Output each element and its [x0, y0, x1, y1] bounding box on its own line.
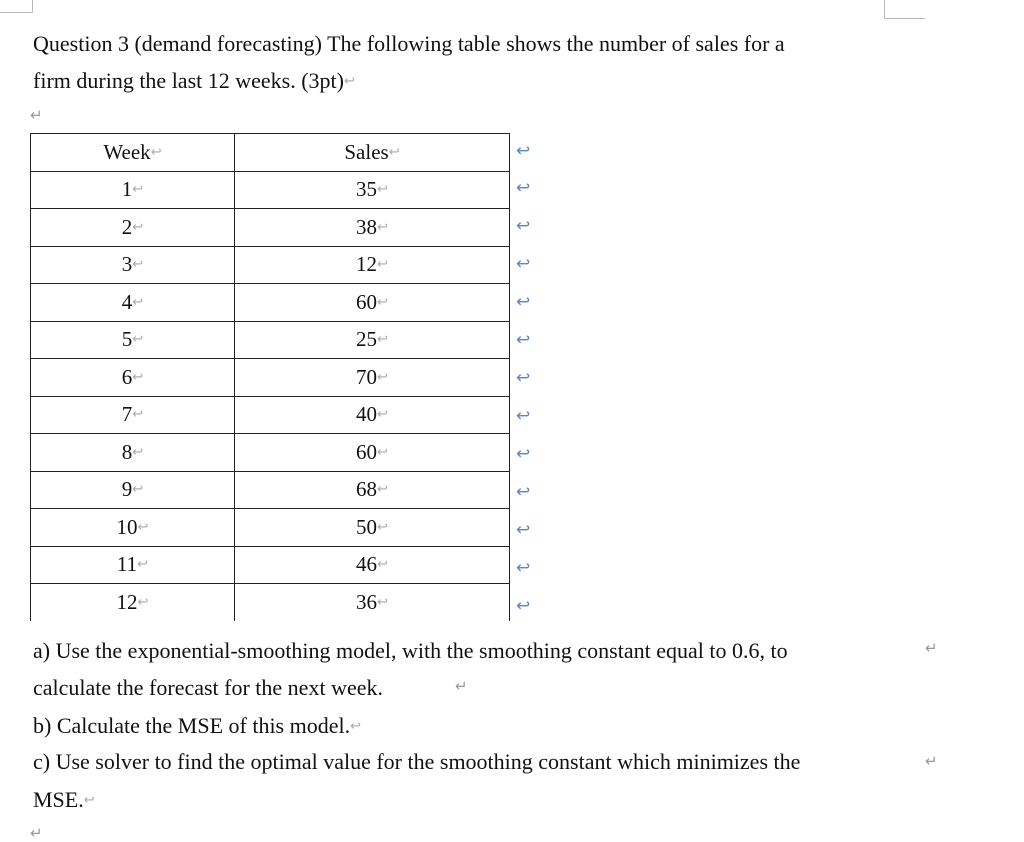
sales-value: 60: [356, 289, 378, 314]
row-end-mark-icon: ↩: [516, 216, 531, 236]
part-a-line-1: [33, 640, 788, 662]
part-c-text-1: c) Use solver to find the optimal value for the smoothing constant which minimizes the: [33, 749, 801, 774]
week-cell: [31, 209, 235, 247]
sales-header: Sales: [344, 139, 389, 164]
week-value: 7: [121, 402, 133, 427]
part-a-text-1: a) Use the exponential-smoothing model, with the smoothing constant equal to 0.6, to: [33, 638, 788, 663]
sales-value: 35: [356, 177, 378, 202]
cell-mark-icon: ↩: [377, 369, 388, 385]
table-row: [31, 546, 510, 584]
row-end-mark-icon: ↩: [516, 292, 531, 312]
sales-value: 68: [356, 477, 378, 502]
sales-cell: [235, 546, 510, 584]
cell-mark-icon: ↩: [132, 332, 144, 348]
cell-mark-icon: ↩: [132, 219, 144, 235]
week-value: 9: [121, 477, 133, 502]
week-value: 11: [116, 552, 138, 577]
week-value: 3: [121, 252, 133, 277]
question-text-2: firm during the last 12 weeks. (3pt): [33, 68, 344, 93]
sales-value: 25: [356, 327, 378, 352]
table-row: [31, 396, 510, 434]
week-value: 8: [121, 439, 133, 464]
week-value: 5: [121, 327, 133, 352]
week-cell: [31, 546, 235, 584]
row-end-mark-icon: ↩: [516, 406, 531, 426]
week-cell: [31, 246, 235, 284]
week-cell: [31, 321, 235, 359]
week-value: 4: [121, 289, 133, 314]
sales-cell: [235, 396, 510, 434]
table-row: [31, 209, 510, 247]
paragraph-mark-icon: ↵: [925, 752, 938, 770]
sales-value: 46: [356, 552, 378, 577]
row-end-mark-icon: ↩: [516, 558, 531, 578]
cell-mark-icon: ↩: [377, 182, 388, 198]
table-row: [31, 321, 510, 359]
sales-value: 60: [356, 439, 378, 464]
cell-mark-icon: ↩: [377, 219, 388, 235]
part-c-line-2: [33, 789, 95, 811]
week-value: 1: [121, 177, 133, 202]
cell-mark-icon: ↩: [132, 294, 144, 310]
table-row: [31, 284, 510, 322]
cell-mark-icon: ↩: [377, 482, 388, 498]
row-end-mark-icon: ↩: [516, 330, 531, 350]
table-row: [31, 584, 510, 621]
question-line-2: [33, 70, 355, 92]
week-value: 6: [121, 364, 133, 389]
cell-mark-icon: ↩: [150, 144, 162, 160]
table-row: [31, 171, 510, 209]
cell-mark-icon: ↩: [132, 444, 144, 460]
cell-mark-icon: ↩: [137, 594, 149, 610]
paragraph-mark-icon: ↵: [30, 106, 43, 124]
cell-mark-icon: ↩: [377, 407, 388, 423]
sales-cell: [235, 584, 510, 621]
row-end-mark-icon: ↩: [516, 178, 531, 198]
sales-cell: [235, 509, 510, 547]
sales-table: [30, 133, 510, 621]
paragraph-mark-icon: ↵: [925, 639, 938, 657]
paragraph-mark-icon: ↵: [455, 677, 468, 695]
week-cell: [31, 359, 235, 397]
question-text-1: Question 3 (demand forecasting) The following table shows the number of sales for a: [33, 31, 785, 56]
part-c-line-1: [33, 751, 800, 773]
table-row: [31, 246, 510, 284]
cell-mark-icon: ↩: [132, 257, 144, 273]
cell-mark-icon: ↩: [377, 294, 388, 310]
sales-value: 12: [356, 252, 378, 277]
sales-value: 50: [356, 514, 378, 539]
row-end-mark-icon: ↩: [516, 444, 531, 464]
part-b-text: b) Calculate the MSE of this model.: [33, 713, 351, 738]
row-end-mark-icon: ↩: [516, 368, 531, 388]
cell-mark-icon: ↩: [137, 557, 149, 573]
sales-value: 40: [356, 402, 378, 427]
sales-value: 70: [356, 364, 378, 389]
row-end-mark-icon: ↩: [516, 254, 531, 274]
row-end-mark-icon: ↩: [516, 520, 531, 540]
week-value: 10: [116, 514, 138, 539]
cell-mark-icon: ↩: [377, 519, 388, 535]
paragraph-mark-icon: ↵: [30, 824, 43, 842]
page-corner-mark-left: [0, 0, 33, 13]
paragraph-mark-icon: ↩: [83, 793, 95, 808]
week-header-cell: [31, 134, 235, 172]
sales-cell: [235, 171, 510, 209]
cell-mark-icon: ↩: [377, 557, 388, 573]
sales-cell: [235, 284, 510, 322]
cell-mark-icon: ↩: [132, 482, 144, 498]
week-header: Week: [103, 139, 151, 164]
sales-cell: [235, 434, 510, 472]
part-a-line-2: [33, 677, 383, 699]
sales-value: 38: [356, 214, 378, 239]
cell-mark-icon: ↩: [377, 444, 388, 460]
sales-cell: [235, 209, 510, 247]
week-cell: [31, 396, 235, 434]
row-end-mark-icon: ↩: [516, 482, 531, 502]
row-end-mark-icon: ↩: [516, 141, 531, 161]
part-b-line: [33, 715, 361, 737]
paragraph-mark-icon: ↩: [350, 719, 362, 734]
week-cell: [31, 584, 235, 621]
cell-mark-icon: ↩: [132, 407, 144, 423]
table-header-row: [31, 134, 510, 172]
part-c-text-2: MSE.: [33, 787, 84, 812]
table-row: [31, 471, 510, 509]
week-cell: [31, 509, 235, 547]
week-value: 12: [116, 589, 138, 614]
cell-mark-icon: ↩: [377, 594, 388, 610]
cell-mark-icon: ↩: [137, 519, 149, 535]
cell-mark-icon: ↩: [388, 144, 400, 160]
cell-mark-icon: ↩: [377, 332, 388, 348]
sales-cell: [235, 359, 510, 397]
cell-mark-icon: ↩: [132, 369, 144, 385]
table-row: [31, 509, 510, 547]
question-line-1: [33, 33, 785, 55]
table-row: [31, 359, 510, 397]
part-a-text-2: calculate the forecast for the next week.: [33, 675, 383, 700]
week-cell: [31, 434, 235, 472]
table-row: [31, 434, 510, 472]
week-cell: [31, 471, 235, 509]
cell-mark-icon: ↩: [377, 257, 388, 273]
sales-value: 36: [356, 589, 378, 614]
row-end-mark-icon: ↩: [516, 596, 531, 616]
cell-mark-icon: ↩: [132, 182, 144, 198]
page-corner-mark-right: [884, 0, 925, 19]
week-value: 2: [121, 214, 133, 239]
paragraph-mark-icon: ↩: [344, 74, 355, 89]
sales-header-cell: [235, 134, 510, 172]
sales-cell: [235, 471, 510, 509]
week-cell: [31, 171, 235, 209]
sales-cell: [235, 321, 510, 359]
week-cell: [31, 284, 235, 322]
sales-cell: [235, 246, 510, 284]
